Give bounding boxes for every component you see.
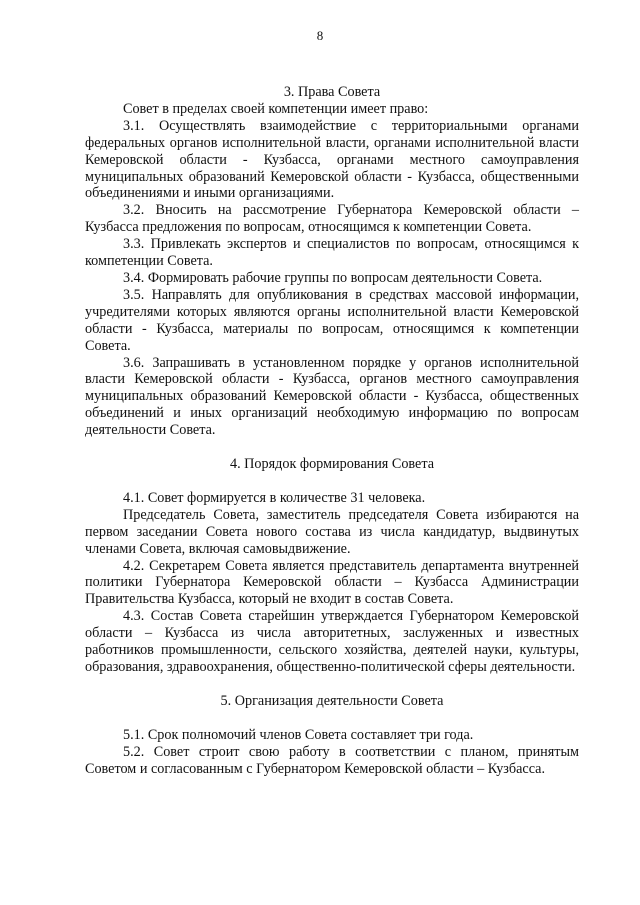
paragraph-3-5: 3.5. Направлять для опубликования в средствах массовой информации, учредителями которых являются органы исполнительной власти Кемеровской области - Кузбасса, материалы по вопросам, относящимся к компетенции Совета. [85, 286, 579, 354]
section-heading-organization: 5. Организация деятельности Совета [220, 692, 444, 709]
section-rights [85, 84, 579, 439]
paragraph-5-1: 5.1. Срок полномочий членов Совета составляет три года. [123, 726, 474, 743]
paragraph-4-2: 4.2. Секретарем Совета является представитель департамента внутренней политики Губернатора Кемеровской области – Кузбасса Администрации Правительства Кузбасса, который не входит в состав Совета. [85, 557, 579, 608]
document-body [85, 84, 579, 778]
page-number: 8 [316, 28, 324, 43]
section-heading-formation: 4. Порядок формирования Совета [229, 456, 435, 473]
paragraph-3-3: 3.3. Привлекать экспертов и специалистов по вопросам, относящимся к компетенции Совета. [85, 236, 579, 270]
section-formation [85, 456, 579, 676]
paragraph-4-1-chair: Председатель Совета, заместитель председателя Совета избираются на первом заседании Совета нового состава из числа кандидатур, выдвинутых членами Совета, включая самовыдвижение. [85, 506, 579, 557]
paragraph-4-1: 4.1. Совет формируется в количестве 31 человека. [123, 489, 426, 506]
paragraph-3-6: 3.6. Запрашивать в установленном порядке у органов исполнительной власти Кемеровской области - Кузбасса, органов местного самоуправления муниципальных образований Кемеровской области - Кузбасса, общественных объединений и иных организаций необходимую информацию по вопросам деятельности Совета. [85, 354, 579, 439]
paragraph-5-2: 5.2. Совет строит свою работу в соответствии с планом, принятым Советом и согласованным с Губернатором Кемеровской области – Кузбасса. [85, 743, 579, 777]
section-heading-rights: 3. Права Совета [283, 84, 381, 100]
paragraph-3-1: 3.1. Осуществлять взаимодействие с территориальными органами федеральных органов исполнительной власти, органами исполнительной власти Кемеровской области - Кузбасса, органами местного самоуправления муниципальных образований Кемеровской области - Кузбасса, общественными объединениями и иными организациями. [85, 117, 579, 202]
paragraph-3-2: 3.2. Вносить на рассмотрение Губернатора Кемеровской области – Кузбасса предложения по вопросам, относящимся к компетенции Совета. [85, 202, 579, 236]
section-organization [85, 693, 579, 778]
paragraph-rights-intro: Совет в пределах своей компетенции имеет право: [123, 100, 429, 117]
paragraph-3-4: 3.4. Формировать рабочие группы по вопросам деятельности Совета. [123, 269, 543, 286]
paragraph-4-3: 4.3. Состав Совета старейшин утверждается Губернатором Кемеровской области – Кузбасса из числа авторитетных, заслуженных и известных работников промышленности, сельского хозяйства, деятелей науки, культуры, образования, здравоохранения, общественно-политической сферы деятельности. [85, 608, 579, 675]
